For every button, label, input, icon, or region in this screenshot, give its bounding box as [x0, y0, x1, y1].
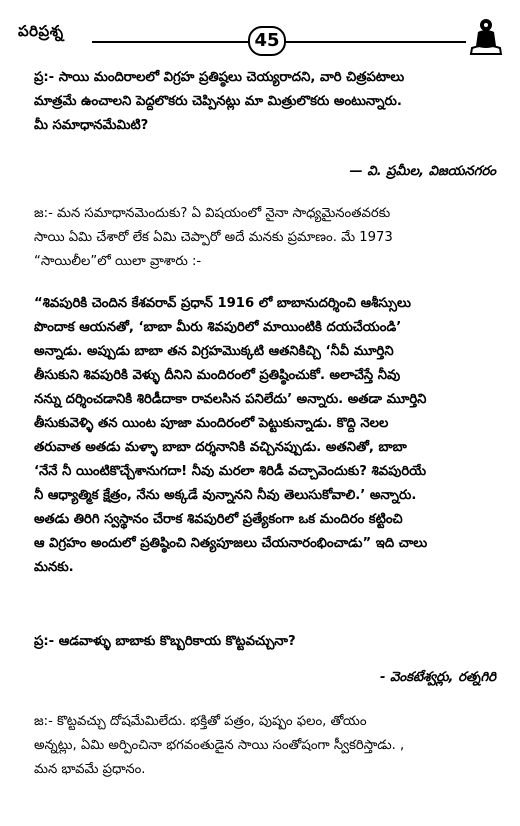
- text-line: మాత్రమే ఉంచాలని పెద్దలొకరు చెప్పినట్లు మా మిత్రులొకరు అంటున్నారు.: [34, 94, 402, 109]
- text-line: అన్నట్లు, ఏమి అర్పించినా భగవంతుడైన సాయి సంతోషంగా స్వీకరిస్తాడు. ,: [34, 738, 405, 753]
- question-1-attribution: — వి. ప్రమీల, విజయనగరం: [349, 164, 496, 179]
- page-number: 45: [248, 26, 286, 56]
- question-2-attribution: - వెంకటేశ్వర్లు, రత్నగిరి: [379, 670, 496, 685]
- question-1: [34, 66, 502, 138]
- text-line: మన భావమే ప్రధానం.: [34, 762, 146, 777]
- quoted-passage: [34, 292, 502, 580]
- text-line: ప్ర:- ఆడవాళ్ళు బాబాకు కొబ్బరికాయ కొట్టవచ్చునా?: [34, 634, 296, 649]
- text-line: జ:- మన సమాధానమెందుకు? ఏ విషయంలో నైనా సాధ్యమైనంతవరకు: [34, 206, 391, 221]
- text-line: జ:- కొట్టవచ్చు దోషమేమిలేదు. భక్తితో పత్రం, పుష్పం ఫలం, తోయం: [34, 714, 367, 729]
- text-line: “శివపురికి చెందిన కేశవరావ్ ప్రధాన్ 1916 లో బాబానుదర్శించి ఆశీస్సులు: [34, 296, 411, 311]
- text-line: మీ సమాధానమేమిటి?: [34, 118, 149, 133]
- text-line: తీసుకువెళ్ళి తన యింట పూజా మందిరంలో పెట్టుకున్నాడు. కొద్ది నెలల: [34, 416, 389, 431]
- question-2: [34, 630, 502, 654]
- text-line: నన్ను దర్శించడానికి శిరిడీదాకా రావలసిన పనిలేదు’ అన్నారు. అతడా మూర్తిని: [34, 392, 427, 407]
- text-line: ఆ విగ్రహం అందులో ప్రతిష్ఠించి నిత్యపూజలు చేయనారంభించాడు” ఇది చాలు: [34, 536, 428, 551]
- text-line: అన్నాడు. అప్పుడు బాబా తన విగ్రహమొక్కటి ఆతనికిచ్చి ‘నీవీ మూర్తిని: [34, 344, 394, 359]
- text-line: “సాయిలీల”లో యిలా వ్రాశారు :-: [34, 254, 202, 269]
- page-header: [0, 0, 520, 62]
- text-line: పొందాక ఆయనతో, ‘బాబా మీరు శివపురిలో మాయింటికి దయచేయండి’: [34, 320, 402, 335]
- text-line: తీసుకుని శివపురికి వెళ్ళు దీనిని మందిరంలో ప్రతిష్ఠించుకో. అలాచేస్తే నీవు: [34, 368, 401, 383]
- magazine-title: పరిప్రశ్న: [18, 22, 64, 40]
- answer-1: [34, 202, 502, 274]
- text-line: సాయి ఏమి చేశారో లేక ఏమి చెప్పారో అదే మనకు ప్రమాణం. మే 1973: [34, 230, 393, 245]
- text-line: ప్ర:- సాయి మందిరాలలో విగ్రహ ప్రతిష్ఠలు చెయ్యరాదని, వారి చిత్రపటాలు: [34, 70, 405, 85]
- text-line: నీ ఆధ్యాత్మిక క్షేత్రం, నేను అక్కడే వున్నానని నీవు తెలుసుకోవాలి.’ అన్నారు.: [34, 488, 417, 503]
- answer-2: [34, 710, 502, 782]
- text-line: అతడు తిరిగి స్వస్థానం చేరాక శివపురిలో ప్రత్యేకంగా ఒక మందిరం కట్టించి: [34, 512, 403, 527]
- text-line: ‘నేనే నీ యింటికొచ్చేశానుగదా! నీవు మరలా శిరిడీ వచ్చావెందుకు? శివపురియే: [34, 464, 427, 479]
- sai-baba-emblem-icon: [468, 16, 504, 56]
- text-line: మనకు.: [34, 560, 74, 575]
- text-line: తరువాత అతడు మళ్ళా బాబా దర్శనానికి వచ్చినప్పుడు. అతనితో, బాబా: [34, 440, 407, 455]
